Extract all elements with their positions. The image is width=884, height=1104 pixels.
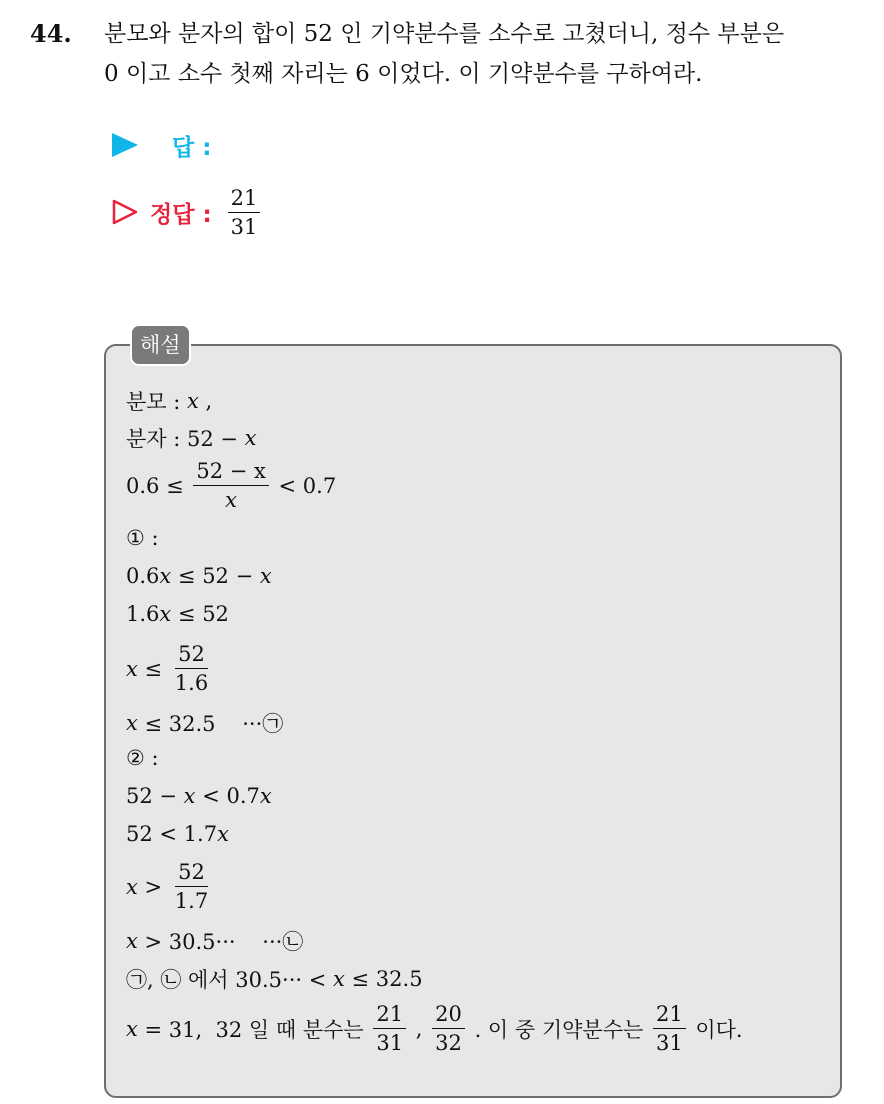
fraction-numerator: 20: [432, 1002, 465, 1029]
solution-line: [126, 642, 214, 695]
solution-text: ② :: [126, 746, 159, 770]
math-variable: x: [259, 564, 272, 588]
fraction-denominator: 1.6: [174, 671, 209, 695]
question-number: 44.: [30, 19, 72, 48]
math-variable: x: [159, 564, 172, 588]
solution-text: ≤ 32.5: [344, 967, 423, 991]
solution-text: ≤: [137, 656, 169, 681]
solution-text: ① :: [126, 526, 159, 550]
solution-text: ≤ 52: [171, 602, 229, 626]
solution-line: [126, 526, 159, 550]
answer-label: 답 :: [172, 134, 212, 161]
math-variable: x: [183, 784, 196, 808]
solution-text: < 0.7: [195, 784, 260, 808]
solution-text: 0.6 ≤: [126, 473, 191, 498]
solution-box: [104, 333, 842, 1098]
fraction: [172, 860, 211, 913]
play-outline-icon: [112, 199, 138, 225]
math-variable: x: [126, 929, 138, 953]
play-icon: [112, 133, 138, 157]
question-text-line1: 분모와 분자의 합이 52 인 기약분수를 소수로 고쳤더니, 정수 부분은: [104, 21, 785, 47]
solution-line: [126, 746, 159, 770]
answer-row: [112, 127, 211, 163]
fraction-numerator: 52 − x: [193, 459, 269, 486]
solution-line: [126, 602, 229, 626]
fraction-numerator: 52: [175, 860, 208, 887]
solution-line: [126, 423, 257, 453]
solution-text: ㉠, ㉡ 에서 30.5··· <: [126, 968, 334, 992]
fraction-denominator: 1.7: [174, 889, 209, 913]
solution-text: >: [137, 874, 169, 899]
solution-line: [126, 822, 229, 846]
solution-text: = 31, 32 일 때 분수는: [137, 1017, 371, 1042]
fraction-denominator: 31: [230, 214, 258, 239]
fraction-numerator: 21: [653, 1002, 686, 1029]
solution-text: ,: [409, 1016, 430, 1041]
fraction-denominator: 31: [376, 1031, 404, 1055]
solution-text: ,: [198, 389, 213, 413]
solution-tag: 해설: [130, 324, 191, 366]
math-variable: x: [126, 656, 138, 681]
solution-line: [126, 926, 303, 956]
math-variable: x: [159, 602, 172, 626]
fraction-numerator: 21: [373, 1002, 406, 1029]
solution-line: [126, 386, 212, 416]
math-variable: x: [126, 711, 138, 735]
solution-line: [126, 860, 214, 913]
solution-text: ≤ 32.5 ···㉠: [137, 712, 284, 736]
solution-text: 52 < 1.7: [126, 822, 218, 846]
fraction-denominator: 32: [435, 1031, 462, 1055]
fraction: [373, 1002, 406, 1055]
solution-text: ≤ 52 −: [171, 564, 260, 588]
solution-line: [126, 564, 272, 588]
solution-text: 0.6: [126, 564, 160, 588]
math-variable: x: [244, 426, 257, 450]
solution-line: [126, 964, 423, 994]
solution-line: [126, 459, 336, 512]
solution-line: [126, 784, 272, 808]
solution-text: 분자 : 52 −: [126, 427, 245, 451]
solution-text: 이다.: [688, 1017, 743, 1042]
question-text-line2: 0 이고 소수 첫째 자리는 6 이었다. 이 기약분수를 구하여라.: [104, 61, 703, 87]
fraction: [653, 1002, 686, 1055]
math-variable: x: [187, 389, 199, 413]
fraction-numerator: 52: [175, 642, 208, 669]
fraction: [432, 1002, 465, 1055]
fraction: [172, 642, 211, 695]
solution-text: 52 −: [126, 784, 184, 808]
math-variable: x: [217, 822, 229, 846]
solution-text: 1.6: [126, 602, 160, 626]
solution-line: [126, 708, 283, 738]
fraction-numerator: 21: [228, 186, 261, 213]
correct-answer-label: 정답 :: [150, 201, 212, 228]
fraction: [193, 459, 269, 512]
solution-line: [126, 1002, 743, 1055]
correct-answer-row: [112, 182, 260, 242]
solution-text: < 0.7: [271, 473, 337, 498]
math-variable: x: [333, 967, 345, 991]
fraction-denominator: x: [225, 488, 238, 512]
math-variable: x: [126, 1016, 138, 1041]
solution-text: 분모 :: [126, 390, 187, 414]
math-variable: x: [126, 874, 138, 899]
solution-text: > 30.5··· ···㉡: [137, 930, 304, 954]
math-variable: x: [259, 784, 272, 808]
correct-answer-fraction: [228, 186, 261, 239]
fraction-denominator: 31: [655, 1031, 683, 1055]
solution-text: . 이 중 기약분수는: [467, 1017, 650, 1042]
